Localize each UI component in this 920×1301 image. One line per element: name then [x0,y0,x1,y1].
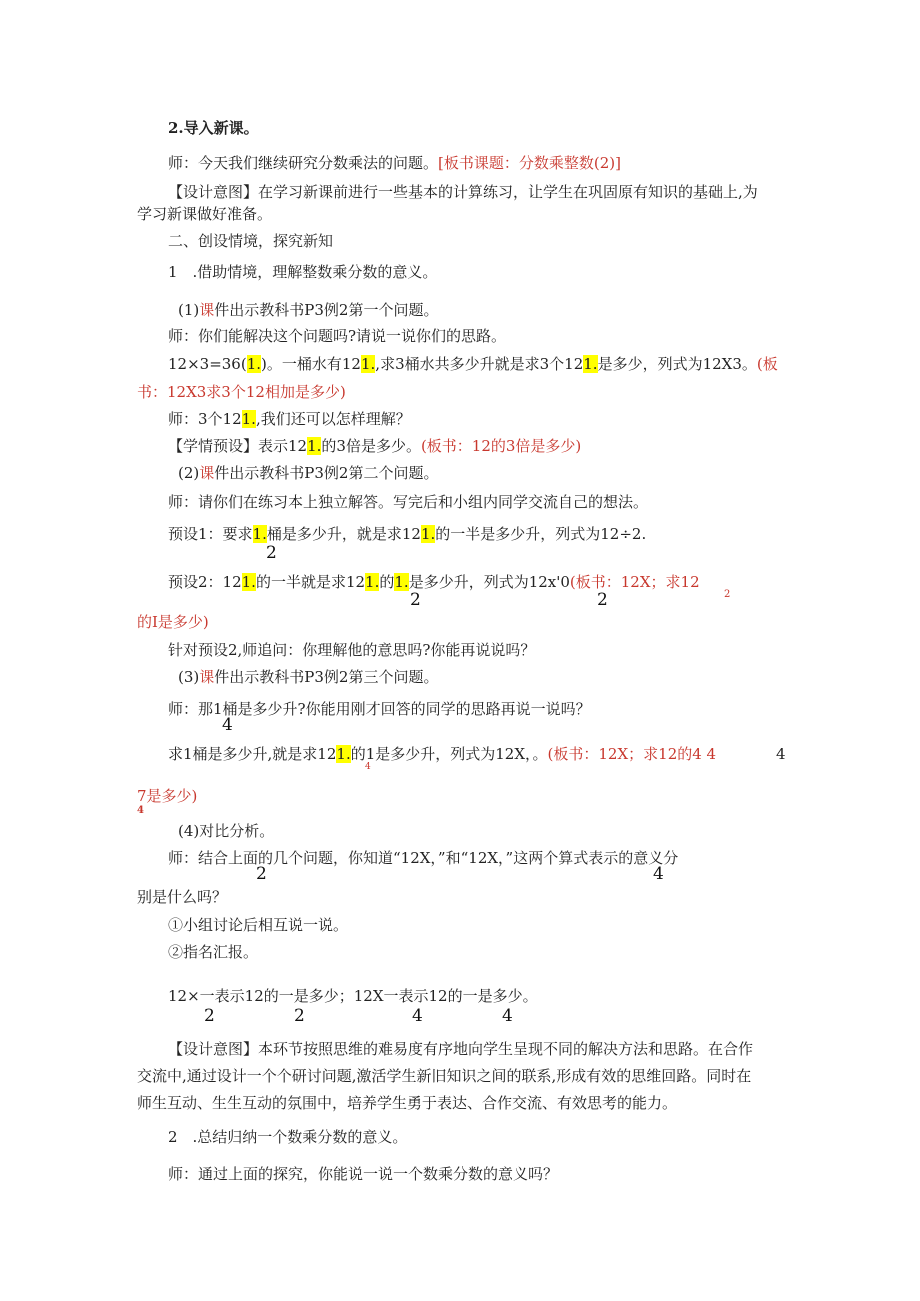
teacher-line-4: 师：那1桶是多少升?你能用刚才回答的同学的思路再说一说吗？ [168,700,591,718]
teacher-line-5: 师：结合上面的几个问题，你知道“12X，”和“12X，”这两个算式表示的意义分 [168,849,679,867]
step-1: ①小组讨论后相互说一说。 [168,916,349,934]
design-intent-2-line1: 【设计意图】本环节按照思维的难易度有序地向学生呈现不同的解决方法和思路。在合作 [168,1040,754,1058]
student-preview-1: 【学情预设】表示121.的3倍是多少。(板书：12的3倍是多少) [168,437,582,455]
summary-line: 12×一表示12的一是多少；12X一表示12的一是多少。 [168,987,538,1005]
item-2-heading: 2 .总结归纳一个数乘分数的意义。 [168,1128,408,1146]
board-note-3: 7是多少) [137,787,198,805]
teacher-line-5-cont: 别是什么吗？ [137,888,228,906]
fraction-denominator: 4 [412,1006,423,1026]
board-note-1: 书：12X3求3个12相加是多少) [137,383,346,401]
fraction-denominator: 4 [653,864,664,884]
design-intent-2-line3: 师生互动、生生互动的氛围中，培养学生勇于表达、合作交流、有效思考的能力。 [137,1094,678,1112]
question-2: (2)课件出示教科书P3例2第二个问题。 [178,464,439,482]
teacher-followup: 针对预设2,师追问：你理解他的意思吗?你能再说说吗？ [168,641,536,659]
fraction-denominator: 4 [365,762,371,772]
section-heading-1: 2.导入新课。 [168,119,259,137]
teacher-line-3: 师：请你们在练习本上独立解答。写完后和小组内同学交流自己的想法。 [168,493,649,511]
item-1-heading: 1 .借助情境，理解整数乘分数的意义。 [168,263,438,281]
design-intent-2-line2: 交流中,通过设计一个个研讨问题,激活学生新旧知识之间的联系,形成有效的思维回路。同时在 [137,1067,752,1085]
board-note-2: 的I是多少) [137,613,209,631]
fraction-denominator: 4 [137,805,144,816]
question-4: (4)对比分析。 [178,822,275,840]
question-1: (1)课件出示教科书P3例2第一个问题。 [178,301,439,319]
section-heading-2: 二、创设情境，探究新知 [168,232,334,250]
teacher-line-6: 师：通过上面的探究，你能说一说一个数乘分数的意义吗？ [168,1165,559,1183]
teacher-line-1: 师：你们能解决这个问题吗?请说一说你们的思路。 [168,327,507,345]
teacher-line-2: 师：3个121.,我们还可以怎样理解？ [168,410,411,428]
fraction-denominator: 4 [222,715,233,735]
fraction-denominator: 2 [294,1006,305,1026]
fraction-denominator: 4 [502,1006,513,1026]
preset-2: 预设2：121.的一半就是求121.的1.是多少升，列式为12x'0(板书：12X；求12 [168,573,700,591]
fraction-denominator: 2 [724,589,731,600]
answer-line-1: 12×3=36(1.)。一桶水有121.,求3桶水共多少升就是求3个121.是多少，列式为12X3。(板 [168,355,778,373]
preset-1: 预设1：要求1.桶是多少升，就是求121.的一半是多少升，列式为12÷2. [168,525,647,543]
fraction-denominator: 2 [204,1006,215,1026]
design-intent-1-line2: 学习新课做好准备。 [137,205,273,223]
answer-line-3: 求1桶是多少升,就是求121.的1是多少升，列式为12X，。(板书：12X；求12的4 4 [168,745,717,763]
question-3: (3)课件出示教科书P3例2第三个问题。 [178,668,439,686]
fraction-denominator: 2 [256,864,267,884]
fraction-denominator: 2 [266,543,277,563]
fraction-denominator: 2 [410,590,421,610]
board-note: [板书课题：分数乘整数(2)] [438,154,621,172]
fraction-denominator: 4 [776,745,786,763]
design-intent-1-line1: 【设计意图】在学习新课前进行一些基本的计算练习，让学生在巩固原有知识的基础上,为 [168,183,758,201]
paragraph-intro: 师：今天我们继续研究分数乘法的问题。[板书课题：分数乘整数(2)] [168,154,621,172]
fraction-denominator: 2 [597,590,608,610]
step-2: ②指名汇报。 [168,943,259,961]
